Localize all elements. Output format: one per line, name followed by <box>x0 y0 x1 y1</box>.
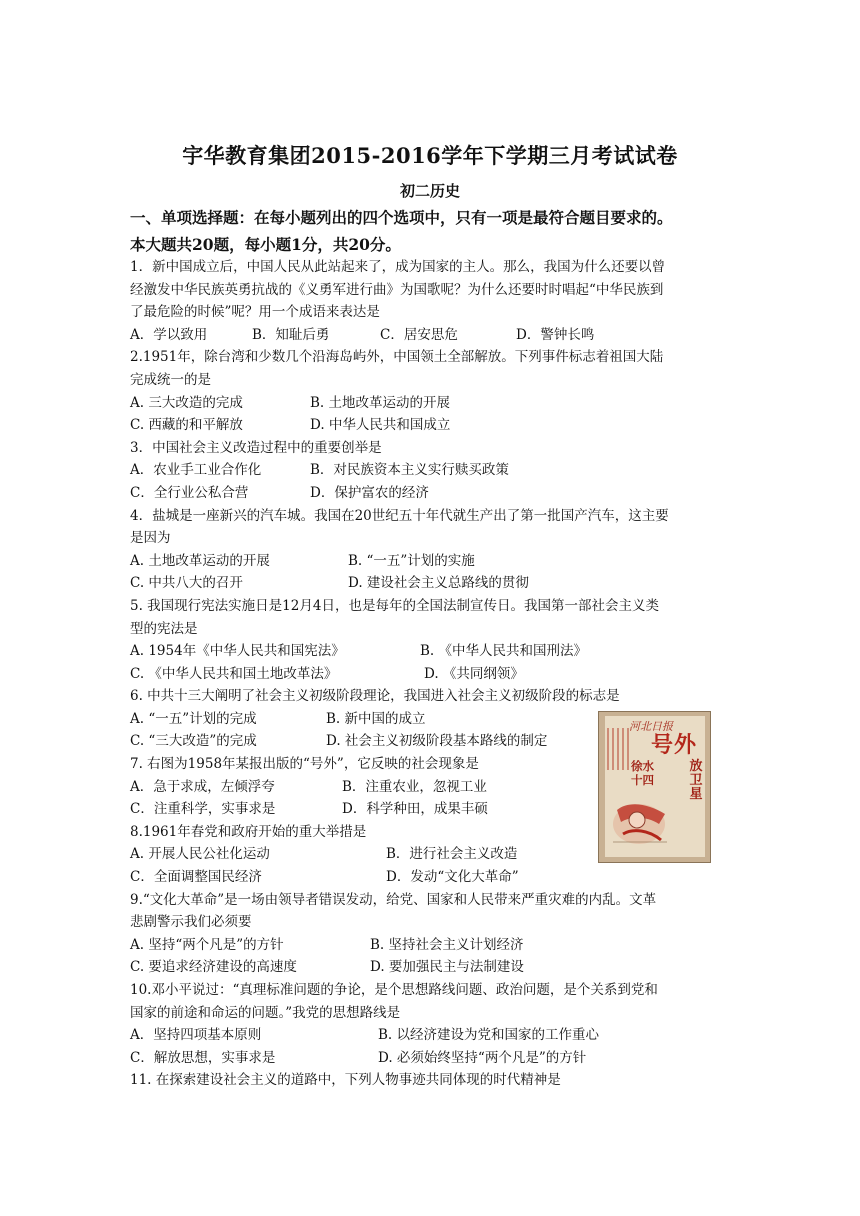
newspaper-extra-photo <box>598 711 711 863</box>
option-b: B．进行社会主义改造 <box>386 846 518 863</box>
option-c: C．全面调整国民经济 <box>130 869 262 886</box>
question-text: 悲剧警示我们必须要 <box>130 914 252 931</box>
option-c: C. 《中华人民共和国土地改革法》 <box>130 665 338 682</box>
section-heading <box>130 204 740 258</box>
question-4 <box>130 505 740 595</box>
option-c: C. “三大改造”的完成 <box>130 733 257 750</box>
option-a: A. 1954年《中华人民共和国宪法》 <box>130 643 345 660</box>
option-c: C．注重科学，实事求是 <box>130 801 276 818</box>
option-row <box>130 663 740 686</box>
option-row <box>130 324 740 347</box>
option-b: B. 土地改革运动的开展 <box>310 394 451 411</box>
question-text: 是因为 <box>130 530 171 547</box>
newspaper-extra-heading: 号外 <box>651 732 698 758</box>
question-text: 完成统一的是 <box>130 371 211 388</box>
option-b: B．知耻后勇 <box>252 326 330 343</box>
question-9 <box>130 889 740 979</box>
option-c: C. 中共八大的召开 <box>130 575 243 592</box>
option-a: A. 土地改革运动的开展 <box>130 552 270 569</box>
option-a: A．急于求成，左倾浮夸 <box>130 778 275 795</box>
newspaper-headline-1: 徐水 <box>631 759 654 773</box>
option-d: D. 《共同纲领》 <box>424 665 524 682</box>
option-d: D. 建设社会主义总路线的贯彻 <box>348 575 529 592</box>
question-text: 10.邓小平说过：“真理标准问题的争论，是个思想路线问题、政治问题，是个关系到党和 <box>130 982 658 998</box>
option-c: C. 要追求经济建设的高速度 <box>130 959 297 976</box>
newspaper-masthead: 河北日报 <box>629 720 673 733</box>
section-heading-line-2: 本大题共20题，每小题1分，共20分。 <box>130 235 401 254</box>
question-text: 5. 我国现行宪法实施日是12月4日，也是每年的全国法制宣传日。我国第一部社会主义类 <box>130 597 659 614</box>
question-list <box>130 256 740 1092</box>
section-heading-line-1: 一、单项选择题：在每小题列出的四个选项中，只有一项是最符合题目要求的。 <box>130 208 673 227</box>
question-10 <box>130 979 740 1069</box>
option-d: D. 必须始终坚持“两个凡是”的方针 <box>378 1049 587 1066</box>
option-d: D. 中华人民共和国成立 <box>310 417 451 434</box>
option-row <box>130 459 740 482</box>
question-text: 国家的前途和命运的问题。”我党的思想路线是 <box>130 1004 401 1021</box>
question-text: 型的宪法是 <box>130 620 198 637</box>
option-c: C. 西藏的和平解放 <box>130 417 243 434</box>
vertical-headline-text: 放卫星 <box>689 759 703 802</box>
option-d: D．保护富农的经济 <box>310 484 429 501</box>
option-row <box>130 866 740 889</box>
option-c: C．全行业公私合营 <box>130 484 249 501</box>
cartoon-figure-illustration <box>609 790 671 848</box>
option-d: D. 社会主义初级阶段基本路线的制定 <box>326 733 548 750</box>
option-row <box>130 482 740 505</box>
question-text: 9.“文化大革命”是一场由领导者错误发动，给党、国家和人民带来严重灾难的内乱。文革 <box>130 891 657 908</box>
option-row <box>130 414 740 437</box>
question-5 <box>130 595 740 685</box>
option-a: A．坚持四项基本原则 <box>130 1027 262 1044</box>
newspaper-vertical-headline <box>688 760 704 802</box>
option-a: A．学以致用 <box>130 326 208 343</box>
option-row <box>130 934 740 957</box>
option-row <box>130 956 740 979</box>
option-d: D．发动“文化大革命” <box>386 869 519 886</box>
option-b: B. 《中华人民共和国刑法》 <box>420 643 588 660</box>
question-text: 3．中国社会主义改造过程中的重要创举是 <box>130 439 382 456</box>
option-d: D．科学种田，成果丰硕 <box>342 801 488 818</box>
option-b: B．对民族资本主义实行赎买政策 <box>310 462 509 479</box>
question-text: 7. 右图为1958年某报出版的“号外”，它反映的社会现象是 <box>130 756 479 773</box>
small-print-column <box>607 728 629 770</box>
option-d: D. 要加强民主与法制建设 <box>370 959 524 976</box>
option-row <box>130 640 740 663</box>
question-text: 11. 在探索建设社会主义的道路中，下列人物事迹共同体现的时代精神是 <box>130 1072 561 1089</box>
question-text: 经激发中华民族英勇抗战的《义勇军进行曲》为国歌呢？为什么还要时时唱起“中华民族到 <box>130 281 664 298</box>
exam-title: 宇华教育集团2015-2016学年下学期三月考试试卷 <box>182 143 678 168</box>
option-b: B．注重农业，忽视工业 <box>342 778 487 795</box>
option-a: A. 开展人民公社化运动 <box>130 846 270 863</box>
option-a: A. 三大改造的完成 <box>130 394 243 411</box>
option-row <box>130 392 740 415</box>
question-11 <box>130 1069 740 1092</box>
option-row <box>130 572 740 595</box>
option-b: B. “一五”计划的实施 <box>348 552 475 569</box>
question-text: 4．盐城是一座新兴的汽车城。我国在20世纪五十年代就生产出了第一批国产汽车，这主要 <box>130 507 669 524</box>
option-a: A. 坚持“两个凡是”的方针 <box>130 936 284 953</box>
subject-title: 初二历史 <box>399 182 460 200</box>
option-b: B. 以经济建设为党和国家的工作重心 <box>378 1027 600 1044</box>
option-row <box>130 1024 740 1047</box>
option-a: A．农业手工业合作化 <box>130 462 262 479</box>
question-3 <box>130 437 740 505</box>
question-text: 1．新中国成立后，中国人民从此站起来了，成为国家的主人。那么，我国为什么还要以曾 <box>130 259 666 275</box>
option-b: B. 坚持社会主义计划经济 <box>370 936 524 953</box>
option-c: C．解放思想，实事求是 <box>130 1049 276 1066</box>
question-text: 2.1951年，除台湾和少数几个沿海岛屿外，中国领土全部解放。下列事件标志着祖国大陆 <box>130 349 664 366</box>
newspaper-headline-2: 十四 <box>631 773 654 787</box>
option-row <box>130 1047 740 1070</box>
option-row <box>130 550 740 573</box>
option-b: B. 新中国的成立 <box>326 710 426 727</box>
option-a: A. “一五”计划的完成 <box>130 710 257 727</box>
question-text: 6. 中共十三大阐明了社会主义初级阶段理论，我国进入社会主义初级阶段的标志是 <box>130 688 620 705</box>
option-d: D．警钟长鸣 <box>516 326 595 343</box>
question-2 <box>130 346 740 436</box>
question-text: 了最危险的时候”呢？用一个成语来表达是 <box>130 304 380 321</box>
question-1 <box>130 256 740 346</box>
option-c: C．居安思危 <box>380 326 458 343</box>
question-text: 8.1961年春党和政府开始的重大举措是 <box>130 823 367 840</box>
